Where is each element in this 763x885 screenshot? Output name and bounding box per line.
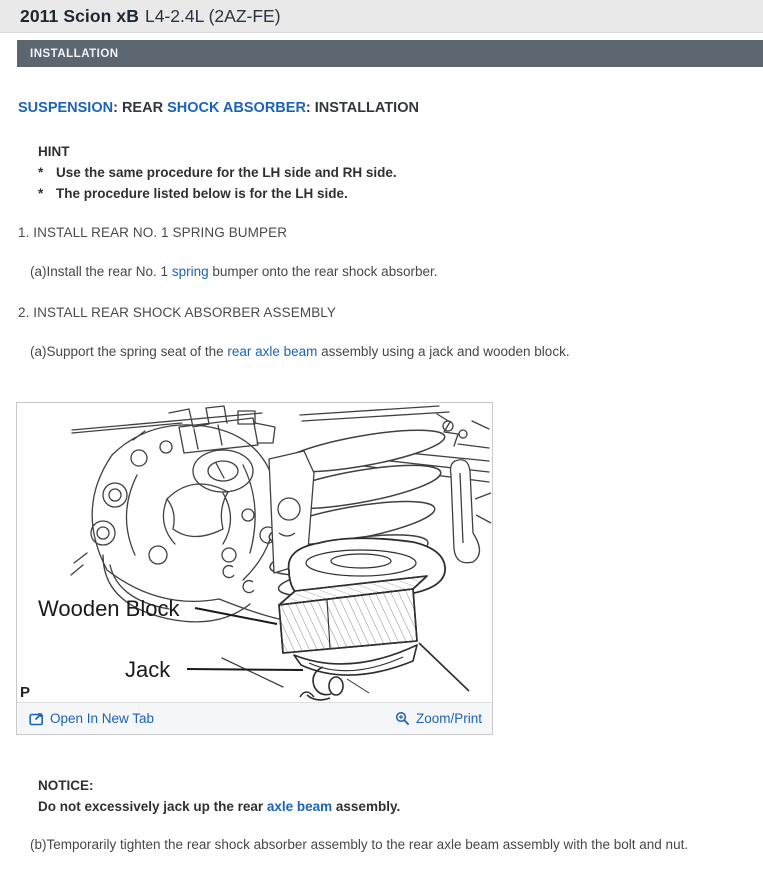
section-bar xyxy=(17,40,763,67)
figure-panel xyxy=(16,402,493,735)
step-1a-pre: (a)Install the rear No. 1 xyxy=(30,264,172,279)
hint-block xyxy=(38,141,397,204)
suspension-diagram xyxy=(17,403,492,702)
hint-bullet: * xyxy=(38,165,44,180)
zoom-print-label: Zoom/Print xyxy=(415,711,482,726)
step-1-title: 1. INSTALL REAR NO. 1 SPRING BUMPER xyxy=(18,225,288,240)
breadcrumb-tail: : INSTALLATION xyxy=(305,100,419,116)
hint-item xyxy=(38,162,397,183)
axle-beam-link[interactable]: axle beam xyxy=(266,799,333,814)
figure-watermark: P xyxy=(20,684,31,701)
notice-post: assembly. xyxy=(332,799,401,814)
breadcrumb-separator: : REAR xyxy=(113,100,168,116)
hint-title: HINT xyxy=(38,144,70,159)
rear-axle-beam-link[interactable]: rear axle beam xyxy=(227,344,318,359)
figure-footer xyxy=(17,702,492,734)
step-1a-post: bumper onto the rear shock absorber. xyxy=(208,264,438,279)
step-2a-post: assembly using a jack and wooden block. xyxy=(317,344,570,359)
step-2a-pre: (a)Support the spring seat of the xyxy=(30,344,228,359)
wooden-block-label: Wooden Block xyxy=(38,596,180,621)
step-2a-text xyxy=(30,344,570,359)
hint-item-text: Use the same procedure for the LH side and RH side. xyxy=(56,165,397,180)
vehicle-engine: L4-2.4L (2AZ-FE) xyxy=(145,5,281,26)
notice-pre: Do not excessively jack up the rear xyxy=(38,799,267,814)
vehicle-title: 2011 Scion xB xyxy=(20,5,140,26)
notice-block xyxy=(38,775,400,817)
breadcrumb-link-suspension[interactable]: SUSPENSION xyxy=(18,100,114,116)
zoom-print-link[interactable] xyxy=(395,711,482,726)
hint-item-text: The procedure listed below is for the LH side. xyxy=(56,186,348,201)
step-2b-text: (b)Temporarily tighten the rear shock absorber assembly to the rear axle beam assembly with the bolt and nut. xyxy=(30,837,689,852)
step-2-title: 2. INSTALL REAR SHOCK ABSORBER ASSEMBLY xyxy=(18,305,337,320)
step-1a-text xyxy=(30,264,437,279)
zoom-icon xyxy=(395,711,410,726)
titlebar xyxy=(0,0,763,33)
hint-bullet: * xyxy=(38,186,44,201)
breadcrumb-link-shock-absorber[interactable]: SHOCK ABSORBER xyxy=(167,100,306,116)
jack-label: Jack xyxy=(125,657,171,682)
open-in-new-tab-link[interactable] xyxy=(29,711,154,726)
open-in-new-tab-label: Open In New Tab xyxy=(50,711,155,726)
breadcrumb xyxy=(18,100,419,116)
hint-item xyxy=(38,183,397,204)
notice-title: NOTICE: xyxy=(38,778,94,793)
open-in-new-tab-icon xyxy=(29,711,44,726)
spring-link[interactable]: spring xyxy=(171,264,209,279)
section-bar-label: INSTALLATION xyxy=(30,47,119,60)
notice-text xyxy=(38,796,400,817)
